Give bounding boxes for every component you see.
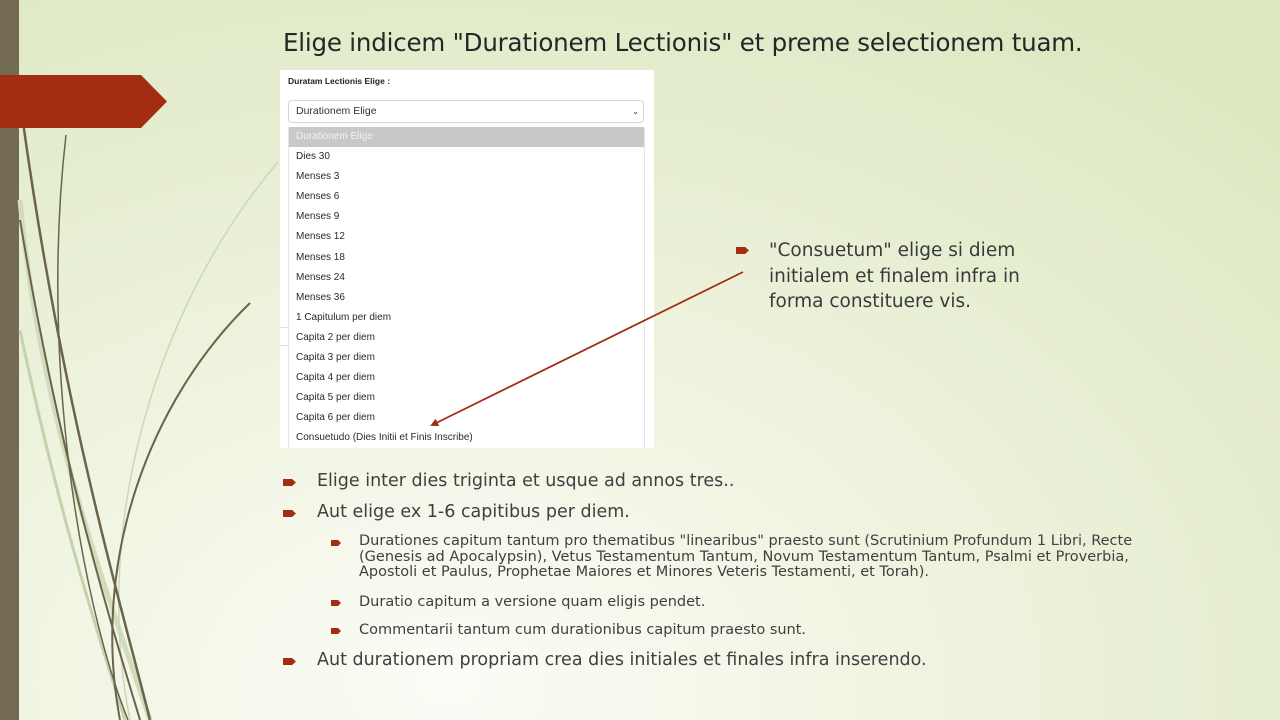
option-menses-36[interactable]: Menses 36 <box>296 291 345 303</box>
bullet-item: Elige inter dies triginta et usque ad annos tres.. <box>317 471 735 491</box>
duration-options-list <box>288 127 645 448</box>
bullet-subitem: Duratio capitum a versione quam eligis pendet. <box>359 594 706 610</box>
option-durationem-elige[interactable]: Durationem Elige <box>289 127 644 147</box>
dropdown-screenshot <box>280 70 654 448</box>
bullet-icon <box>283 479 296 486</box>
bullet-subitem: Commentarii tantum cum durationibus capitum praesto sunt. <box>359 622 807 638</box>
option-capita-4[interactable]: Capita 4 per diem <box>296 372 375 384</box>
select-value: Durationem Elige <box>296 105 377 117</box>
option-menses-6[interactable]: Menses 6 <box>296 191 340 203</box>
bullet-icon <box>331 600 341 606</box>
option-capita-6[interactable]: Capita 6 per diem <box>296 412 375 424</box>
option-capita-3[interactable]: Capita 3 per diem <box>296 352 375 364</box>
option-capita-5[interactable]: Capita 5 per diem <box>296 392 375 404</box>
bullet-icon <box>736 247 749 254</box>
option-menses-24[interactable]: Menses 24 <box>296 271 345 283</box>
chevron-down-icon: ⌄ <box>632 107 639 116</box>
option-menses-12[interactable]: Menses 12 <box>296 231 345 243</box>
duration-label: Duratam Lectionis Elige : <box>288 76 391 86</box>
duration-select[interactable] <box>288 100 644 123</box>
option-menses-18[interactable]: Menses 18 <box>296 251 345 263</box>
bullet-item: Aut durationem propriam crea dies initiales et finales infra inserendo. <box>317 650 927 670</box>
bullet-icon <box>331 628 341 634</box>
option-menses-9[interactable]: Menses 9 <box>296 211 340 223</box>
bullet-subitem: Durationes capitum tantum pro thematibus "linearibus" praesto sunt (Scrutinium Profundum 1 Libri, Recte (Genesis ad Apocalypsin), Vetus Testamentum Tantum, Novum Testamentum Tantum, Psalmi et Proverbia, Apostoli et Paulus, Prophetae Maiores et Minores Veteris Testamenti, et Torah). <box>359 533 1133 580</box>
option-menses-3[interactable]: Menses 3 <box>296 171 340 183</box>
slide-title: Elige indicem "Durationem Lectionis" et preme selectionem tuam. <box>283 28 1083 57</box>
bullet-icon <box>283 510 296 517</box>
callout-text: "Consuetum" elige si diem initialem et finalem infra in forma constituere vis. <box>769 240 1020 312</box>
bullet-item: Aut elige ex 1-6 capitibus per diem. <box>317 502 630 522</box>
bullet-icon <box>331 540 341 546</box>
gutter-divider <box>280 345 288 346</box>
title-arrow-tab <box>0 75 167 128</box>
option-capitulum-1[interactable]: 1 Capitulum per diem <box>296 311 392 323</box>
gutter-divider <box>280 327 288 328</box>
bullet-icon <box>283 658 296 665</box>
option-consuetudo[interactable]: Consuetudo (Dies Initii et Finis Inscribe) <box>296 432 473 444</box>
option-capita-2[interactable]: Capita 2 per diem <box>296 331 375 343</box>
option-dies-30[interactable]: Dies 30 <box>296 151 330 163</box>
